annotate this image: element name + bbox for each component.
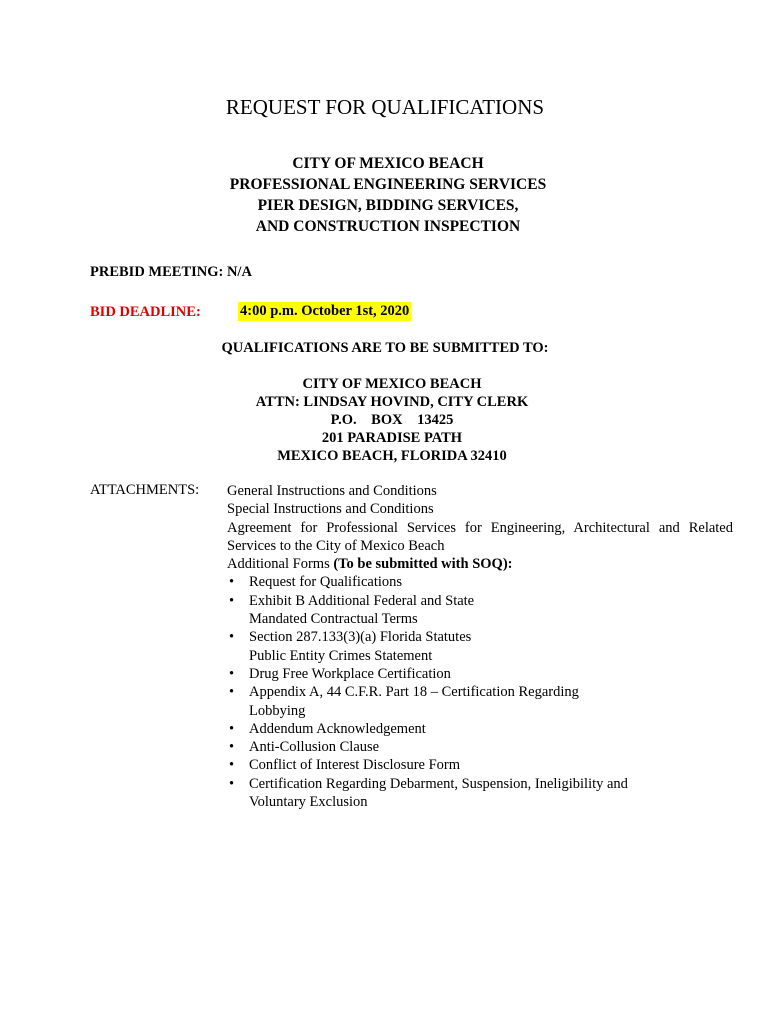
bullet-icon: • [229,665,235,682]
heading-line: PIER DESIGN, BIDDING SERVICES, [257,197,519,214]
list-item [227,756,733,774]
list-item-text: Conflict of Interest Disclosure Form [249,757,461,774]
attachment-agreement-line2: Services to the City of Mexico Beach [227,537,445,554]
list-item-text: Addendum Acknowledgement [249,720,426,737]
attachment-general: General Instructions and Conditions [227,483,437,499]
submission-heading: QUALIFICATIONS ARE TO BE SUBMITTED TO: [221,340,549,356]
list-item [227,573,733,591]
document-title: REQUEST FOR QUALIFICATIONS [225,95,545,119]
list-item-text: Anti-Collusion Clause [249,739,380,756]
attachments-label: ATTACHMENTS: [90,482,200,498]
list-item-text: Mandated Contractual Terms [249,611,418,628]
address-line: 201 PARADISE PATH [321,430,463,446]
list-item-text: Request for Qualifications [249,574,403,591]
project-heading [0,153,770,237]
address-line: ATTN: LINDSAY HOVIND, CITY CLERK [255,394,529,410]
list-item-text: Lobbying [249,702,306,719]
list-item [227,592,733,629]
address-line: P.O. BOX 13425 [330,412,454,428]
additional-forms-line [227,555,733,573]
address-line: MEXICO BEACH, FLORIDA 32410 [277,448,507,464]
list-item-text: Voluntary Exclusion [249,794,368,811]
additional-forms-note: (To be submitted with SOQ): [333,556,513,573]
attachment-agreement-line1: Agreement for Professional Services for Engineering, Architectural and Related [227,519,733,536]
bullet-icon: • [229,720,235,737]
prebid-meeting: PREBID MEETING: N/A [90,264,252,280]
bid-deadline-label: BID DEADLINE: [90,304,201,320]
list-item [227,683,733,720]
bid-deadline-value: 4:00 p.m. October 1st, 2020 [240,303,410,319]
bullet-icon: • [229,684,235,701]
list-item [227,738,733,756]
heading-line: AND CONSTRUCTION INSPECTION [255,218,521,235]
additional-forms-label: Additional Forms [227,556,330,573]
bullet-icon: • [229,629,235,646]
list-item-text: Public Entity Crimes Statement [249,647,433,664]
submission-address [0,375,770,465]
list-item [227,665,733,683]
list-item [227,720,733,738]
bullet-icon: • [229,739,235,756]
forms-list [227,573,733,811]
list-item [227,775,733,812]
attachments-list [227,482,733,811]
attachment-special: Special Instructions and Conditions [227,501,434,518]
list-item-text: Section 287.133(3)(a) Florida Statutes [249,629,472,646]
list-item-text: Exhibit B Additional Federal and State [249,592,475,609]
list-item [227,628,733,665]
list-item-text: Certification Regarding Debarment, Suspension, Ineligibility and [249,775,628,792]
bullet-icon: • [229,775,235,792]
bullet-icon: • [229,592,235,609]
list-item-text: Appendix A, 44 C.F.R. Part 18 – Certification Regarding [249,684,579,701]
heading-line: CITY OF MEXICO BEACH [292,155,484,172]
list-item-text: Drug Free Workplace Certification [249,665,451,682]
bullet-icon: • [229,757,235,774]
address-line: CITY OF MEXICO BEACH [302,376,482,392]
heading-line: PROFESSIONAL ENGINEERING SERVICES [229,176,547,193]
bullet-icon: • [229,574,235,591]
